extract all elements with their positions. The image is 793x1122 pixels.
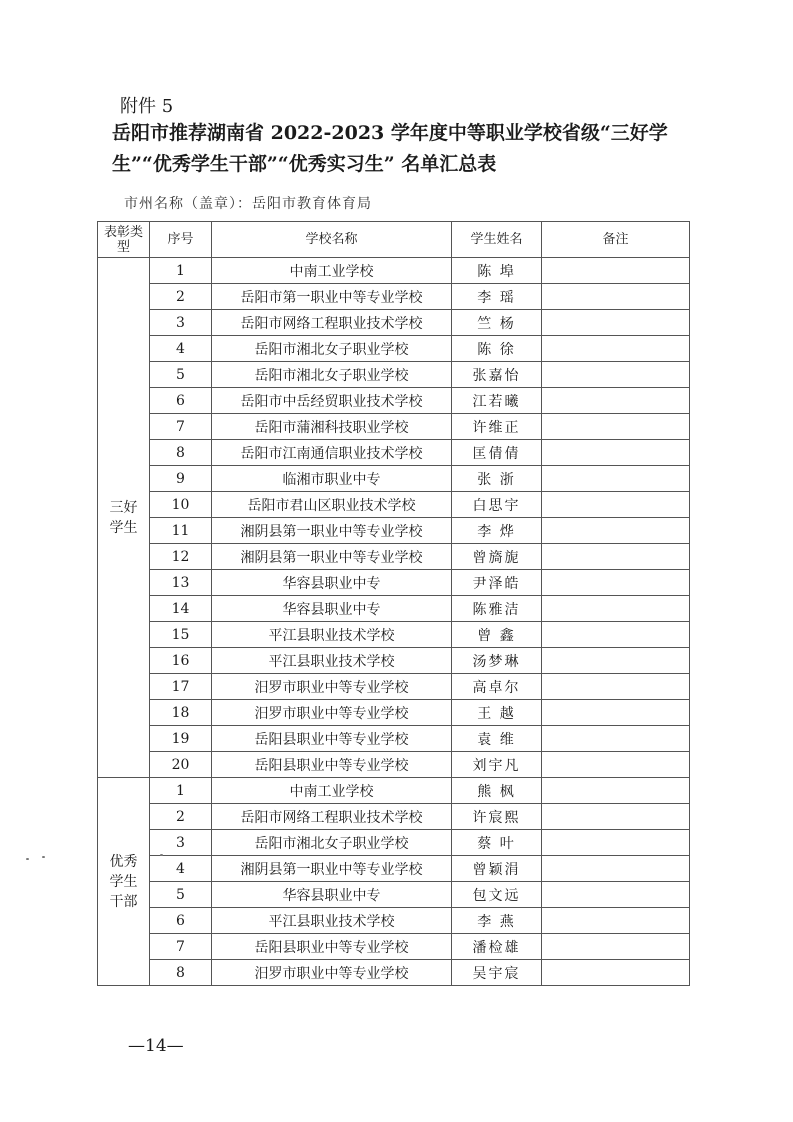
student-name-cell: 陈 埠 (452, 258, 542, 284)
table-row (98, 258, 690, 284)
table-row (98, 544, 690, 570)
student-name-cell: 高卓尔 (452, 674, 542, 700)
remark-cell (542, 674, 690, 700)
index-cell: 7 (150, 934, 212, 960)
remark-cell (542, 336, 690, 362)
school-name-cell: 岳阳市网络工程职业技术学校 (212, 804, 452, 830)
student-name-cell: 汤梦琳 (452, 648, 542, 674)
student-name-cell: 白思宇 (452, 492, 542, 518)
student-name-cell: 刘宇凡 (452, 752, 542, 778)
school-name-cell: 岳阳市江南通信职业技术学校 (212, 440, 452, 466)
remark-cell (542, 466, 690, 492)
student-name-cell: 袁 维 (452, 726, 542, 752)
school-name-cell: 湘阴县第一职业中等专业学校 (212, 856, 452, 882)
remark-cell (542, 700, 690, 726)
table-row (98, 674, 690, 700)
table-row (98, 492, 690, 518)
remark-cell (542, 492, 690, 518)
school-name-cell: 汨罗市职业中等专业学校 (212, 700, 452, 726)
table-row (98, 570, 690, 596)
index-cell: 4 (150, 336, 212, 362)
document-title (112, 118, 692, 180)
table-row (98, 336, 690, 362)
student-name-cell: 曾 鑫 (452, 622, 542, 648)
index-cell: 2 (150, 804, 212, 830)
remark-cell (542, 414, 690, 440)
student-name-cell: 张 浙 (452, 466, 542, 492)
index-cell: 5 (150, 882, 212, 908)
school-name-cell: 岳阳县职业中等专业学校 (212, 726, 452, 752)
index-cell: 13 (150, 570, 212, 596)
remark-cell (542, 388, 690, 414)
remark-cell (542, 648, 690, 674)
school-name-cell: 平江县职业技术学校 (212, 908, 452, 934)
student-name-cell: 曾颖涓 (452, 856, 542, 882)
student-name-cell: 陈 徐 (452, 336, 542, 362)
school-name-cell: 华容县职业中专 (212, 570, 452, 596)
award-type-cell: 三好 学生 (98, 258, 150, 778)
attachment-label: 附件 5 (120, 96, 174, 117)
index-cell: 6 (150, 388, 212, 414)
student-name-cell: 蔡 叶 (452, 830, 542, 856)
remark-cell (542, 518, 690, 544)
remark-cell (542, 778, 690, 804)
school-name-cell: 岳阳市君山区职业技术学校 (212, 492, 452, 518)
remark-cell (542, 362, 690, 388)
table-row (98, 440, 690, 466)
remark-cell (542, 570, 690, 596)
header-student-name: 学生姓名 (452, 222, 542, 258)
index-cell: 3 (150, 830, 212, 856)
remark-cell (542, 934, 690, 960)
index-cell: 9 (150, 466, 212, 492)
index-cell: 1 (150, 778, 212, 804)
index-cell: 17 (150, 674, 212, 700)
scan-speck (26, 858, 29, 860)
student-name-cell: 竺 杨 (452, 310, 542, 336)
student-name-cell: 尹泽皓 (452, 570, 542, 596)
index-cell: 16 (150, 648, 212, 674)
student-name-cell: 许宸熙 (452, 804, 542, 830)
school-name-cell: 岳阳市蒲湘科技职业学校 (212, 414, 452, 440)
remark-cell (542, 544, 690, 570)
student-name-cell: 许维正 (452, 414, 542, 440)
header-award-type: 表彰类型 (98, 222, 150, 258)
school-name-cell: 华容县职业中专 (212, 596, 452, 622)
student-name-cell: 吴宇宸 (452, 960, 542, 986)
student-name-cell: 江若曦 (452, 388, 542, 414)
student-name-cell: 王 越 (452, 700, 542, 726)
table-row (98, 726, 690, 752)
school-name-cell: 湘阴县第一职业中等专业学校 (212, 518, 452, 544)
table-row (98, 466, 690, 492)
remark-cell (542, 440, 690, 466)
school-name-cell: 岳阳市湘北女子职业学校 (212, 336, 452, 362)
index-cell: 2 (150, 284, 212, 310)
table-row (98, 830, 690, 856)
header-index: 序号 (150, 222, 212, 258)
remark-cell (542, 596, 690, 622)
school-name-cell: 岳阳市中岳经贸职业技术学校 (212, 388, 452, 414)
school-name-cell: 临湘市职业中专 (212, 466, 452, 492)
school-name-cell: 平江县职业技术学校 (212, 622, 452, 648)
table-body (98, 258, 690, 986)
table-row (98, 310, 690, 336)
school-name-cell: 岳阳市网络工程职业技术学校 (212, 310, 452, 336)
remark-cell (542, 882, 690, 908)
student-name-cell: 张嘉怡 (452, 362, 542, 388)
student-name-cell: 李 燕 (452, 908, 542, 934)
index-cell: 11 (150, 518, 212, 544)
student-name-cell: 李 烨 (452, 518, 542, 544)
roster-table (97, 221, 690, 986)
school-name-cell: 湘阴县第一职业中等专业学校 (212, 544, 452, 570)
header-remark: 备注 (542, 222, 690, 258)
remark-cell (542, 856, 690, 882)
scan-speck (160, 854, 163, 856)
award-type-cell: 优秀 学生 干部 (98, 778, 150, 986)
index-cell: 8 (150, 960, 212, 986)
index-cell: 12 (150, 544, 212, 570)
table-row (98, 596, 690, 622)
school-name-cell: 岳阳县职业中等专业学校 (212, 934, 452, 960)
remark-cell (542, 258, 690, 284)
school-name-cell: 岳阳市湘北女子职业学校 (212, 362, 452, 388)
index-cell: 5 (150, 362, 212, 388)
scan-speck (42, 856, 45, 858)
school-name-cell: 平江县职业技术学校 (212, 648, 452, 674)
table-row (98, 388, 690, 414)
school-name-cell: 岳阳市第一职业中等专业学校 (212, 284, 452, 310)
student-name-cell: 包文远 (452, 882, 542, 908)
school-name-cell: 岳阳市湘北女子职业学校 (212, 830, 452, 856)
remark-cell (542, 804, 690, 830)
table-row (98, 804, 690, 830)
remark-cell (542, 752, 690, 778)
title-line-1: 岳阳市推荐湖南省 2022-2023 学年度中等职业学校省级“三好学 (112, 122, 668, 144)
header-school-name: 学校名称 (212, 222, 452, 258)
table-row (98, 934, 690, 960)
school-name-cell: 华容县职业中专 (212, 882, 452, 908)
student-name-cell: 熊 枫 (452, 778, 542, 804)
remark-cell (542, 284, 690, 310)
student-name-cell: 潘检雄 (452, 934, 542, 960)
table-row (98, 882, 690, 908)
table-row (98, 362, 690, 388)
index-cell: 18 (150, 700, 212, 726)
remark-cell (542, 726, 690, 752)
table-row (98, 414, 690, 440)
school-name-cell: 中南工业学校 (212, 258, 452, 284)
table-row (98, 648, 690, 674)
table-row (98, 778, 690, 804)
student-name-cell: 李 瑶 (452, 284, 542, 310)
table-row (98, 518, 690, 544)
school-name-cell: 汨罗市职业中等专业学校 (212, 960, 452, 986)
student-name-cell: 匡倩倩 (452, 440, 542, 466)
school-name-cell: 中南工业学校 (212, 778, 452, 804)
index-cell: 10 (150, 492, 212, 518)
index-cell: 6 (150, 908, 212, 934)
index-cell: 15 (150, 622, 212, 648)
index-cell: 7 (150, 414, 212, 440)
student-name-cell: 曾旖旎 (452, 544, 542, 570)
remark-cell (542, 830, 690, 856)
remark-cell (542, 960, 690, 986)
school-name-cell: 汨罗市职业中等专业学校 (212, 674, 452, 700)
table-row (98, 960, 690, 986)
table-row (98, 908, 690, 934)
index-cell: 4 (150, 856, 212, 882)
city-stamp-label: 市州名称（盖章）：岳阳市教育体育局 (124, 196, 372, 212)
table-row (98, 700, 690, 726)
remark-cell (542, 622, 690, 648)
table-row (98, 752, 690, 778)
page-number: —14— (128, 1036, 184, 1056)
table-row (98, 856, 690, 882)
index-cell: 20 (150, 752, 212, 778)
index-cell: 8 (150, 440, 212, 466)
table-row (98, 622, 690, 648)
index-cell: 19 (150, 726, 212, 752)
index-cell: 14 (150, 596, 212, 622)
title-line-2: 生”“优秀学生干部”“优秀实习生” 名单汇总表 (112, 153, 497, 175)
index-cell: 1 (150, 258, 212, 284)
student-name-cell: 陈雅洁 (452, 596, 542, 622)
remark-cell (542, 310, 690, 336)
remark-cell (542, 908, 690, 934)
school-name-cell: 岳阳县职业中等专业学校 (212, 752, 452, 778)
table-header-row (98, 222, 690, 258)
table-row (98, 284, 690, 310)
index-cell: 3 (150, 310, 212, 336)
